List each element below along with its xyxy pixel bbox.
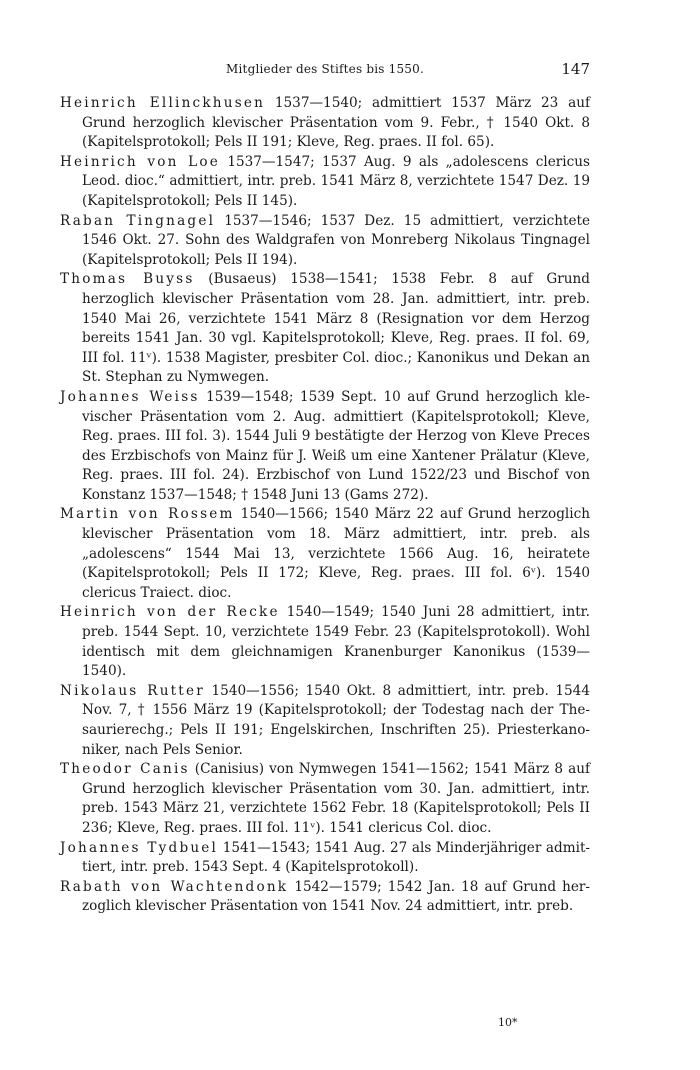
entry	[60, 212, 590, 271]
entry-name: Rabath von Wachtendonk	[60, 878, 289, 895]
entry	[60, 94, 590, 153]
entry-text: 1537—1547; 1537 Aug. 9 als „adolescens clericus Leod. dioc.“ admittiert, intr. preb. 1541 März 8, verzichtete 1547 Dez. 19 (Kapitelsprotokoll; Pels II 145).	[82, 153, 590, 209]
entry-name: Raban Tingnagel	[60, 212, 216, 229]
entry-text: 1542—1579; 1542 Jan. 18 auf Grund herzoglich klevischer Präsentation von 1541 Nov. 24 admittiert, intr. preb.	[82, 878, 590, 915]
entry-text: 1540—1556; 1540 Okt. 8 admittiert, intr. preb. 1544 Nov. 7, † 1556 März 19 (Kapitelsprotokoll; der Todestag nach der Thesaurierechg.; Pels II 191; Engelskirchen, Inschriften 25). Priesterkanoniker, nach Pels Senior.	[82, 682, 590, 758]
entry-text: 1541—1543; 1541 Aug. 27 als Minderjähriger admittiert, intr. preb. 1543 Sept. 4 (Kapitelsprotokoll).	[82, 839, 590, 876]
entry	[60, 760, 590, 838]
running-title: Mitglieder des Stiftes bis 1550.	[226, 62, 424, 76]
entry	[60, 839, 590, 878]
page-number: 147	[561, 60, 590, 78]
entry-name: Martin von Rossem	[60, 506, 235, 523]
entry-name: Heinrich von Loe	[60, 153, 220, 170]
entry-text: 1537—1540; admittiert 1537 März 23 auf Grund herzoglich klevischer Präsentation vom 9. Febr., † 1540 Okt. 8 (Kapitelsprotokoll; Pels II 191; Kleve, Reg. praes. II fol. 65).	[82, 95, 590, 151]
entry-text: (Busaeus) 1538—1541; 1538 Febr. 8 auf Grund herzoglich klevischer Präsentation vom 28. Jan. admittiert, intr. preb. 1540 Mai 26, verzichtete 1541 März 8 (Resignation vor dem Herzog bereits 1541 Jan. 30 vgl. Kapitelsprotokoll; Kleve, Reg. praes. II fol. 69, III fol. 11ᵛ). 1538 Magister, presbiter Col. dioc.; Kanonikus und Dekan an St. Stephan zu Nymwegen.	[82, 271, 590, 386]
entry	[60, 682, 590, 760]
entry-text: 1540—1566; 1540 März 22 auf Grund herzoglich klevischer Präsentation vom 18. März admittiert, intr. preb. als „adolescens“ 1544 Mai 13, verzichtete 1566 Aug. 16, heiratete (Kapitelsprotokoll; Pels II 172; Kleve, Reg. praes. III fol. 6ᵛ). 1540 clericus Traiect. dioc.	[82, 506, 590, 601]
entry-name: Heinrich Ellinckhusen	[60, 95, 266, 111]
page-header	[60, 60, 590, 82]
entry-text: 1537—1546; 1537 Dez. 15 admittiert, verzichtete 1546 Okt. 27. Sohn des Waldgrafen von Monreberg Nikolaus Tingnagel (Kapitelsprotokoll; Pels II 194).	[82, 212, 591, 268]
entry	[60, 270, 590, 388]
entry	[60, 878, 590, 917]
entry-name: Johannes Tydbuel	[60, 839, 219, 856]
entry-name: Thomas Buyss	[60, 271, 195, 288]
entry-name: Nikolaus Rutter	[60, 682, 205, 699]
entry	[60, 388, 590, 506]
entry	[60, 505, 590, 603]
entry	[60, 153, 590, 212]
entry-text: 1539—1548; 1539 Sept. 10 auf Grund herzoglich klevischer Präsentation vom 2. Aug. admittiert (Kapitelsprotokoll; Kleve, Reg. praes. III fol. 3). 1544 Juli 9 bestätigte der Herzog von Kleve Preces des Erzbischofs von Mainz für J. Weiß um eine Xantener Prälatur (Kleve, Reg. praes. III fol. 24). Erzbischof von Lund 1522/23 und Bischof von Konstanz 1537—1548; † 1548 Juni 13 (Gams 272).	[82, 388, 590, 503]
entry-name: Heinrich von der Recke	[60, 604, 280, 621]
entry-text: (Canisius) von Nymwegen 1541—1562; 1541 März 8 auf Grund herzoglich klevischer Präsentation vom 30. Jan. admittiert, intr. preb. 1543 März 21, verzichtete 1562 Febr. 18 (Kapitelsprotokoll; Pels II 236; Kleve, Reg. praes. III fol. 11ᵛ). 1541 clericus Col. dioc.	[82, 761, 590, 836]
entry-name: Johannes Weiss	[60, 388, 200, 405]
entry-list	[60, 94, 590, 917]
entry	[60, 603, 590, 681]
signature-mark: 10*	[498, 1016, 518, 1029]
entry-text: 1540—1549; 1540 Juni 28 admittiert, intr. preb. 1544 Sept. 10, verzichtete 1549 Febr. 23 (Kapitelsprotokoll). Wohl identisch mit dem gleichnamigen Kranenburger Kanonikus (1539—1540).	[82, 604, 590, 680]
entry-name: Theodor Canis	[60, 761, 190, 778]
